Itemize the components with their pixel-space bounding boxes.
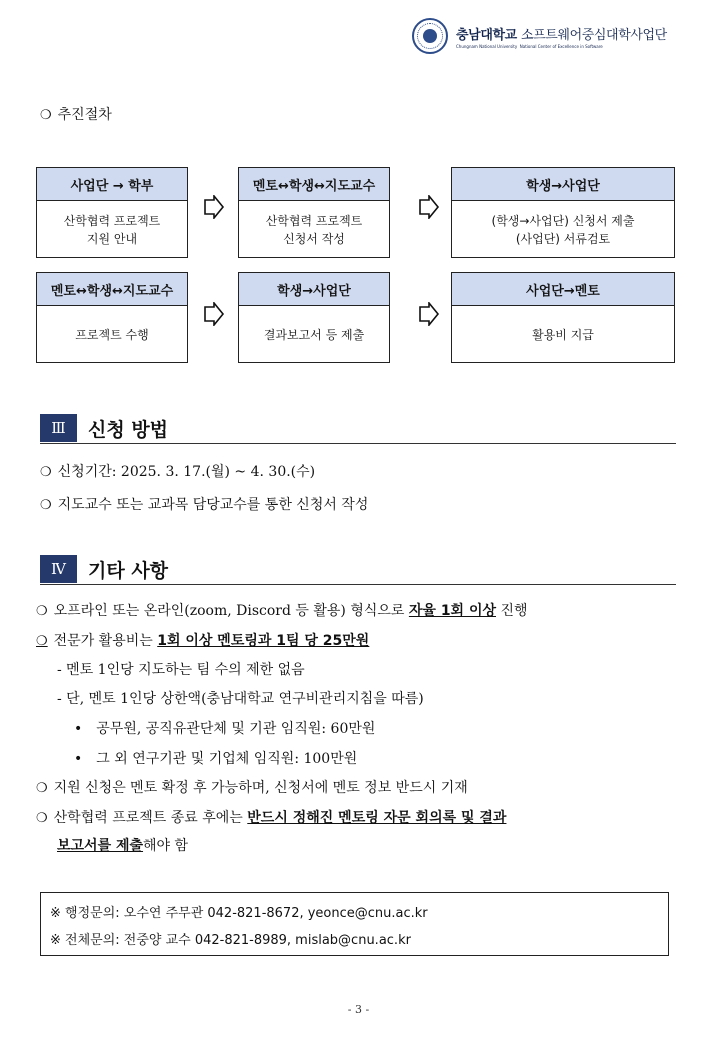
- bullet-icon: ❍: [36, 811, 48, 826]
- process-step-head: 멘토↔학생↔지도교수: [239, 168, 389, 201]
- process-step-3: [451, 167, 675, 258]
- contact-admin: ※ 행정문의: 오수연 주무관 042-821-8672, yeonce@cnu.ac.kr: [50, 906, 428, 921]
- dot-item: [74, 748, 357, 768]
- procedure-heading: [40, 104, 112, 124]
- section-number: Ⅳ: [40, 555, 77, 583]
- process-step-text: 산학협력 프로젝트: [63, 213, 161, 228]
- page-number: - 3 -: [347, 1003, 370, 1016]
- emphasis-text: 반드시 정해진 멘토링 자문 회의록 및 결과: [247, 810, 507, 826]
- list-item-text: 해야 함: [143, 838, 189, 854]
- process-step-head: 멘토↔학생↔지도교수: [37, 273, 187, 306]
- process-step-text: (사업단) 서류검토: [515, 231, 611, 246]
- logo-title-light: 소프트웨어중심대학사업단: [520, 27, 667, 43]
- logo-sub-en: Chungnam National University: [456, 43, 518, 49]
- bullet-icon: ❍: [36, 634, 48, 649]
- sub-item: - 멘토 1인당 지도하는 팀 수의 제한 없음: [57, 662, 305, 678]
- bullet-icon: ❍: [36, 781, 48, 796]
- bullet-icon: ❍: [40, 108, 52, 123]
- dot-icon: •: [74, 721, 83, 737]
- process-step-text: 신청서 작성: [283, 231, 345, 246]
- logo-title-bold: 충남대학교: [456, 27, 517, 43]
- section-title: 기타 사항: [88, 560, 169, 582]
- emphasis-text: 1회 이상 멘토링과 1팀 당 25만원: [157, 633, 370, 649]
- bullet-icon: ❍: [36, 604, 48, 619]
- dot-icon: •: [74, 751, 83, 767]
- process-step-head: 사업단→멘토: [452, 273, 674, 306]
- section-4-header: [40, 554, 676, 585]
- arrow-right-icon: [418, 302, 440, 326]
- logo-sub-en2: National Center of Excellence in Software: [519, 43, 603, 49]
- arrow-right-icon: [418, 195, 440, 219]
- section-3-header: [40, 413, 676, 444]
- sub-item: - 단, 멘토 1인당 상한액(충남대학교 연구비관리지침을 따름): [57, 691, 424, 707]
- arrow-right-icon: [203, 302, 225, 326]
- process-step-head: 사업단 → 학부: [37, 168, 187, 201]
- list-item-text: 산학협력 프로젝트 종료 후에는: [53, 810, 248, 826]
- list-item: [40, 494, 368, 514]
- bullet-icon: ❍: [40, 465, 52, 480]
- process-step-text: 결과보고서 등 제출: [263, 327, 365, 342]
- list-item-text: 오프라인 또는 온라인(zoom, Discord 등 활용) 형식으로: [53, 603, 409, 619]
- emphasis-text: 자율 1회 이상: [408, 603, 496, 619]
- list-item: [36, 600, 528, 620]
- list-item-text: 지원 신청은 멘토 확정 후 가능하며, 신청서에 멘토 정보 반드시 기재: [53, 780, 468, 796]
- list-item: [40, 461, 315, 481]
- list-item-text: 신청기간: 2025. 3. 17.(월) ~ 4. 30.(수): [57, 464, 316, 480]
- list-item: [36, 630, 369, 650]
- process-step-5: [238, 272, 390, 363]
- university-logo: [412, 18, 667, 54]
- list-item-text: 진행: [496, 603, 528, 619]
- contact-general: ※ 전체문의: 전중양 교수 042-821-8989, mislab@cnu.ac.kr: [50, 933, 411, 948]
- list-item-text: 지도교수 또는 교과목 담당교수를 통한 신청서 작성: [57, 497, 369, 513]
- process-step-text: (학생→사업단) 신청서 제출: [491, 213, 635, 228]
- bullet-icon: ❍: [40, 498, 52, 513]
- arrow-right-icon: [203, 195, 225, 219]
- procedure-title: 추진절차: [57, 107, 112, 123]
- dot-item: [74, 718, 375, 738]
- list-item-continued: [57, 835, 188, 855]
- dot-item-text: 공무원, 공직유관단체 및 기관 임직원: 60만원: [96, 721, 376, 737]
- process-step-2: [238, 167, 390, 258]
- section-number: Ⅲ: [40, 414, 77, 442]
- process-step-head: 학생→사업단: [452, 168, 674, 201]
- process-step-text: 산학협력 프로젝트: [265, 213, 363, 228]
- process-step-text: 활용비 지급: [532, 327, 594, 342]
- process-step-head: 학생→사업단: [239, 273, 389, 306]
- dot-item-text: 그 외 연구기관 및 기업체 임직원: 100만원: [96, 751, 358, 767]
- list-item: [36, 777, 468, 797]
- process-step-4: [36, 272, 188, 363]
- process-step-6: [451, 272, 675, 363]
- process-step-1: [36, 167, 188, 258]
- list-item: [36, 807, 506, 827]
- emphasis-text: 보고서를 제출: [57, 838, 144, 854]
- contact-box: [40, 892, 669, 956]
- process-step-text: 지원 안내: [86, 231, 138, 246]
- list-item-text: 전문가 활용비는: [53, 633, 158, 649]
- section-title: 신청 방법: [88, 419, 169, 441]
- university-seal-icon: [412, 18, 448, 54]
- process-step-text: 프로젝트 수행: [75, 327, 149, 342]
